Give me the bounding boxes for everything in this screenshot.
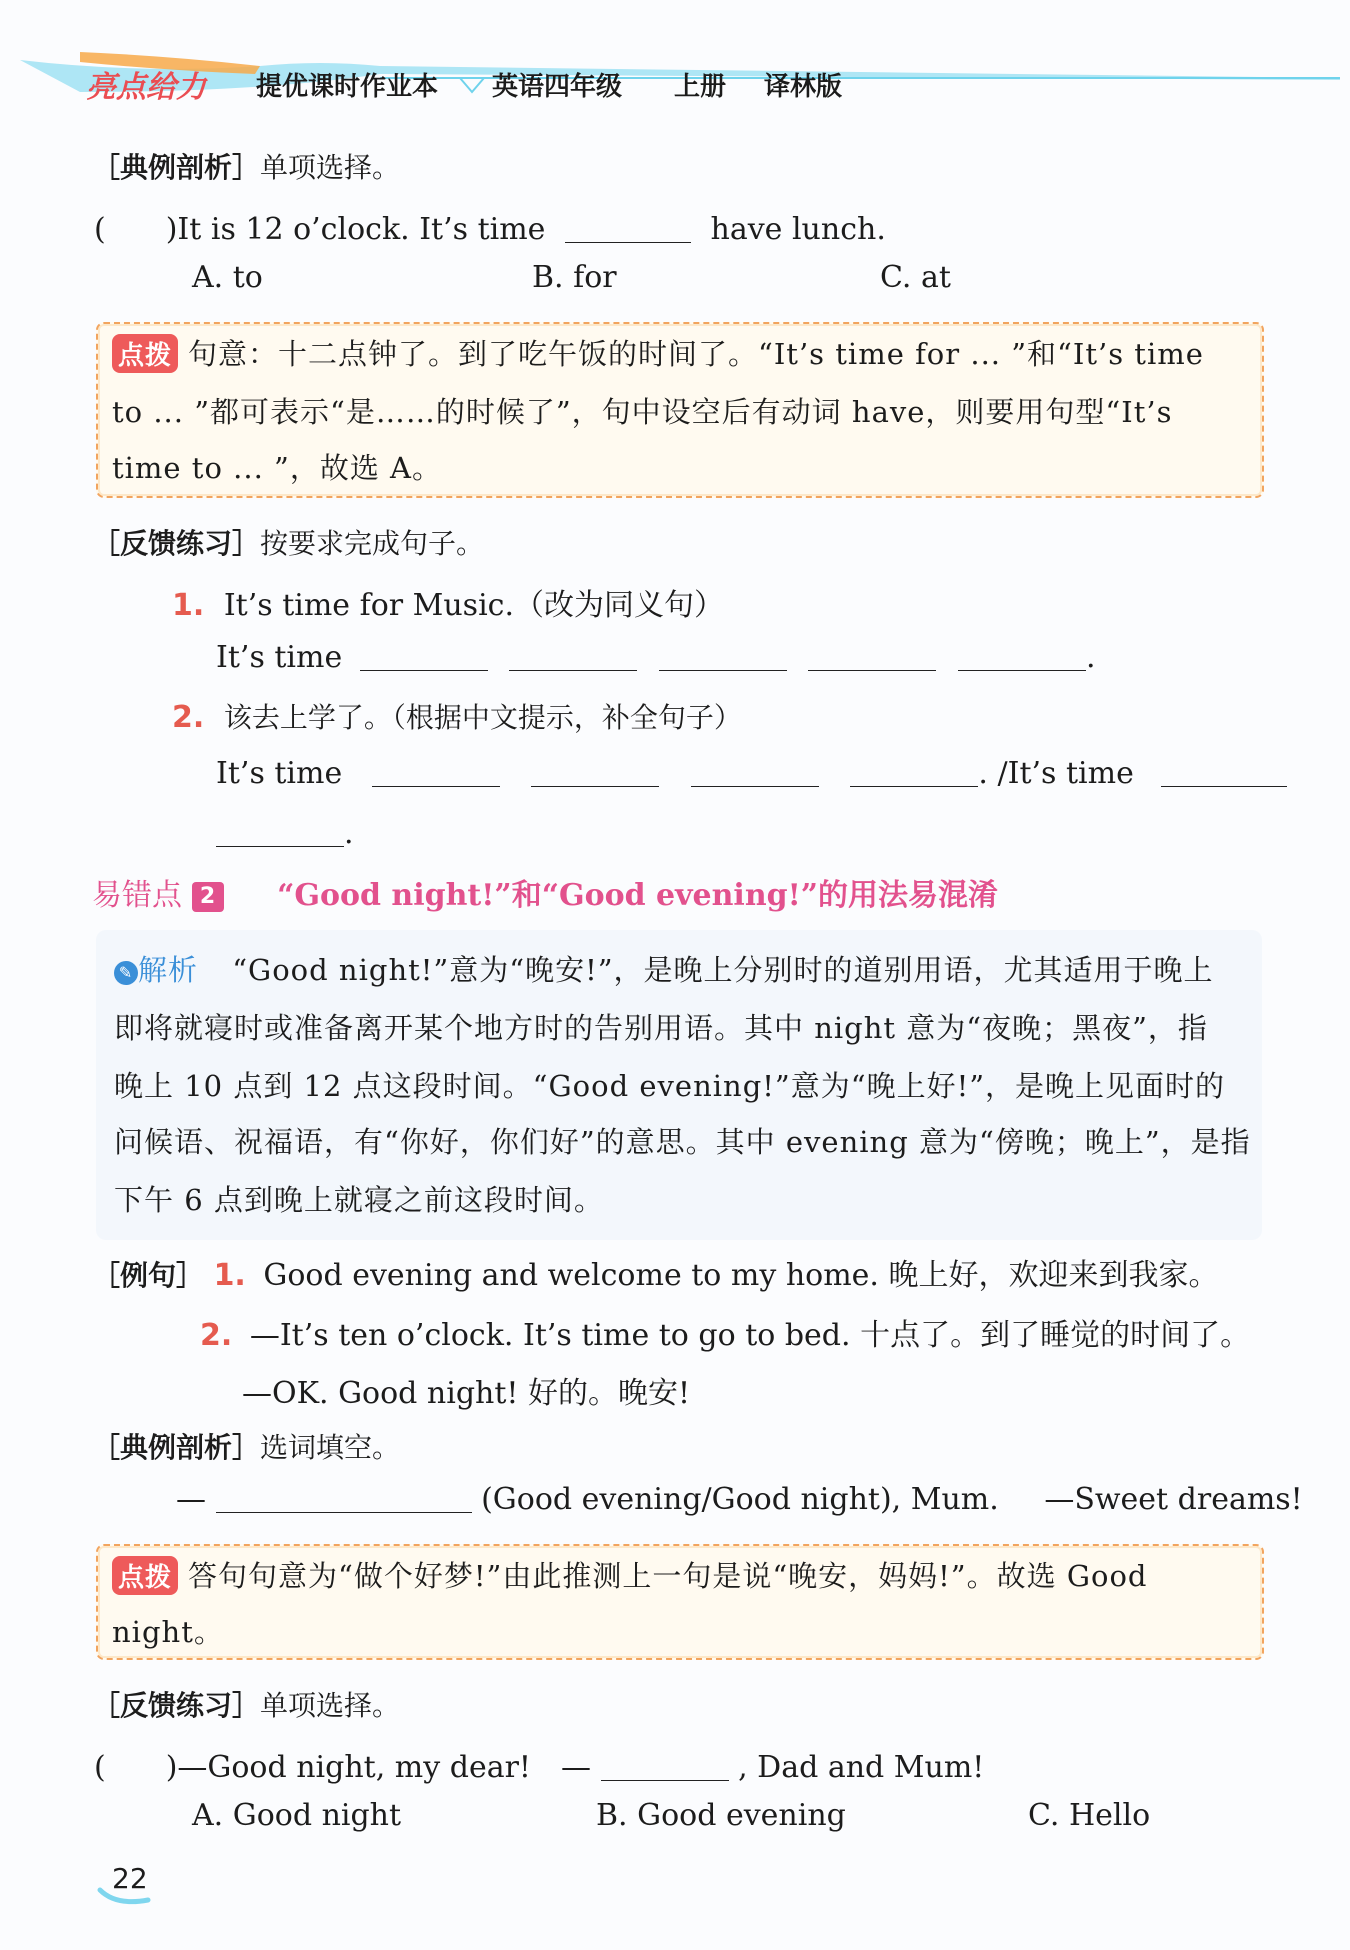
analysis-text: 问候语、祝福语，有“你好，你们好”的意思。其中 evening 意为“傍晚；晚上”，是指	[114, 1125, 1251, 1159]
question-reply: —Sweet dreams!	[1044, 1482, 1303, 1517]
item-number: 1.	[172, 588, 205, 623]
answer-blank[interactable]	[691, 785, 819, 787]
tip-line	[112, 332, 1204, 373]
tip-line	[112, 1554, 1148, 1595]
item-number: 2.	[172, 700, 205, 735]
analysis-text: 晚上 10 点到 12 点这段时间。“Good evening!”意为“晚上好!”，是晚上见面时的	[114, 1069, 1226, 1103]
tip-text: to ... ”都可表示“是……的时候了”，句中设空后有动词 have，则要用句型“It’s	[112, 395, 1173, 429]
answer-line: It’s time . /It’s time	[216, 756, 1287, 791]
pencil-icon: ✎	[114, 961, 138, 985]
trap-title: “Good night!”和“Good evening!”的用法易混淆	[277, 878, 999, 913]
section-tag: ［典例剖析］	[92, 1431, 261, 1464]
tip-badge: 点拨	[112, 334, 178, 373]
edition-label: 译林版	[764, 72, 843, 102]
tip-text: 答句句意为“做个好梦!”由此推测上一句是说“晚安，妈妈!”。故选 Good	[188, 1559, 1148, 1593]
section-heading	[92, 146, 400, 186]
exercise-item	[172, 580, 724, 624]
option-a: A. Good night	[192, 1798, 402, 1833]
trap-label: 易错点	[92, 878, 182, 913]
analysis-text: 下午 6 点到晚上就寝之前这段时间。	[114, 1183, 604, 1217]
section-heading	[92, 522, 484, 562]
book-subtitle: 提优课时作业本	[256, 72, 439, 102]
section-instruction: 按要求完成句子。	[260, 527, 485, 560]
answer-line: It’s time .	[216, 640, 1096, 675]
question-text: ( )—Good night, my dear! —	[94, 1750, 591, 1785]
tip-text: time to ... ”，故选 A。	[112, 451, 442, 485]
section-heading	[92, 1684, 400, 1724]
section-instruction: 选词填空。	[260, 1431, 401, 1464]
question-line	[94, 1742, 984, 1786]
option-a: A. to	[192, 260, 263, 295]
answer-blank[interactable]	[216, 845, 344, 847]
analysis-box	[96, 930, 1262, 1240]
analysis-text: 即将就寝时或准备离开某个地方时的告别用语。其中 night 意为“夜晚；黑夜”，指	[114, 1011, 1208, 1045]
trap-heading	[92, 870, 998, 914]
tip-text: night。	[112, 1615, 224, 1649]
answer-blank[interactable]	[372, 785, 500, 787]
item-number: 1.	[213, 1258, 246, 1293]
answer-blank[interactable]	[958, 669, 1086, 671]
question-dash: —	[176, 1482, 206, 1517]
answer-blank[interactable]	[601, 1779, 729, 1781]
question-tail: , Dad and Mum!	[738, 1750, 985, 1785]
option-c: C. at	[880, 260, 951, 295]
answer-blank[interactable]	[659, 669, 787, 671]
example-text: Good evening and welcome to my home. 晚上好，欢迎来到我家。	[263, 1258, 1219, 1293]
section-tag: ［反馈练习］	[92, 527, 261, 560]
answer-blank[interactable]	[850, 785, 978, 787]
answer-blank[interactable]	[1161, 785, 1287, 787]
item-number: 2.	[200, 1318, 233, 1353]
answer-mid: /It’s time	[997, 756, 1134, 791]
answer-prefix: It’s time	[216, 756, 343, 791]
section-instruction: 单项选择。	[260, 151, 401, 184]
answer-blank[interactable]	[509, 669, 637, 671]
question-choice: (Good evening/Good night), Mum.	[481, 1482, 999, 1517]
option-b: B. for	[532, 260, 617, 295]
analysis-line	[114, 948, 1214, 989]
section-heading	[92, 1426, 400, 1466]
tip-box	[96, 322, 1264, 498]
answer-blank[interactable]	[565, 241, 691, 243]
answer-blank[interactable]	[531, 785, 659, 787]
exercise-item	[172, 696, 742, 736]
option-b: B. Good evening	[596, 1798, 846, 1833]
analysis-label: ✎ 解析	[114, 953, 198, 987]
answer-line-continued: .	[216, 816, 354, 851]
question-text: ( )It is 12 o’clock. It’s time	[94, 212, 546, 247]
section-instruction: 单项选择。	[260, 1689, 401, 1722]
question-tail: have lunch.	[710, 212, 886, 247]
question-line	[94, 204, 886, 248]
section-tag: ［典例剖析］	[92, 151, 261, 184]
question-line	[176, 1482, 1303, 1517]
analysis-text: “Good night!”意为“晚安!”，是晚上分别时的道别用语，尤其适用于晚上	[232, 953, 1214, 987]
page-number: 22	[112, 1862, 148, 1895]
answer-blank[interactable]	[808, 669, 936, 671]
item-text: 该去上学了。（根据中文提示，补全句子）	[223, 701, 742, 734]
tip-text: 句意：十二点钟了。到了吃午饭的时间了。“It’s time for ... ”和“It’s time	[188, 337, 1204, 371]
example-text: —It’s ten o’clock. It’s time to go to bed. 十点了。到了睡觉的时间了。	[249, 1318, 1251, 1353]
tip-box	[96, 1544, 1264, 1660]
tip-badge: 点拨	[112, 1556, 178, 1595]
trap-number-badge: 2	[192, 882, 224, 912]
example-tag: ［例句］	[92, 1259, 205, 1292]
answer-blank[interactable]	[216, 1511, 472, 1513]
answer-blank[interactable]	[360, 669, 488, 671]
item-text: It’s time for Music.（改为同义句）	[223, 588, 724, 623]
grade-label: 英语四年级	[492, 72, 623, 102]
option-c: C. Hello	[1028, 1798, 1151, 1833]
example-text: —OK. Good night! 好的。晚安!	[242, 1376, 691, 1411]
answer-prefix: It’s time	[216, 640, 343, 675]
volume-label: 上册	[674, 72, 727, 102]
example-line	[92, 1250, 1218, 1294]
brand-logo-text: 亮点给力	[86, 70, 206, 105]
example-line	[200, 1310, 1250, 1354]
section-tag: ［反馈练习］	[92, 1689, 261, 1722]
